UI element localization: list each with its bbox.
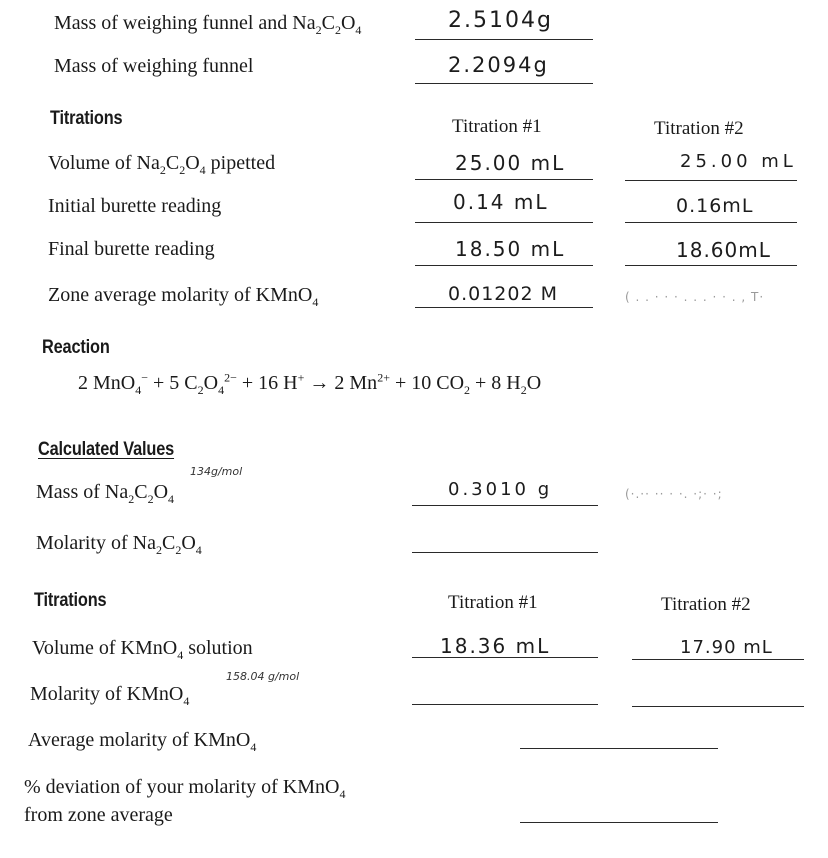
line-molarity-oxalate xyxy=(412,552,598,553)
label-mass-funnel: Mass of weighing funnel xyxy=(54,55,254,77)
value-zone-average-molarity: 0.01202 M xyxy=(448,283,559,305)
line-volume-permanganate-1 xyxy=(412,657,598,658)
label-mass-funnel-and-oxalate: Mass of weighing funnel and $Na_2C_2O_4$ xyxy=(54,12,362,37)
line-final-burette-1 xyxy=(415,265,593,266)
line-average-molarity xyxy=(520,748,718,749)
smudged-text-2: (·.·· ·· · ·. ·;· ·; xyxy=(625,487,723,501)
col-titration-2: Titration #2 xyxy=(654,118,744,139)
line-volume-oxalate-2 xyxy=(625,180,797,181)
heading-reaction: Reaction xyxy=(42,337,110,358)
label-molarity-permanganate: Molarity of KMnO$_4$ xyxy=(30,683,190,708)
value-volume-oxalate-2: 25.00 mL xyxy=(680,151,797,172)
label-final-burette: Final burette reading xyxy=(48,238,215,260)
heading-calculated-values: Calculated Values xyxy=(38,439,175,460)
line-molarity-permanganate-2 xyxy=(632,706,804,707)
label-volume-oxalate: Volume of $Na_2C_2O_4$ pipetted xyxy=(48,152,276,177)
label-average-molarity: Average molarity of KMnO$_4$ xyxy=(28,729,257,754)
col2-titration-2: Titration #2 xyxy=(661,594,751,615)
line-mass-funnel xyxy=(415,83,593,84)
smudged-text-1: ( . . · · · . . . · · . , T· xyxy=(625,290,765,304)
heading-titrations-1: Titrations xyxy=(50,108,123,129)
label-volume-permanganate: Volume of KMnO$_4$ solution xyxy=(32,637,253,662)
label-percent-deviation: % deviation of your molarity of KMnO$_4$ from zone average xyxy=(24,776,346,826)
value-volume-permanganate-2: 17.90 mL xyxy=(680,637,773,658)
label-mass-oxalate: Mass of $Na_2C_2O_4$ xyxy=(36,481,175,506)
value-mass-oxalate: 0.3010 g xyxy=(448,479,553,500)
value-mass-funnel: 2.2094g xyxy=(448,53,549,77)
line-molarity-permanganate-1 xyxy=(412,704,598,705)
line-volume-oxalate-1 xyxy=(415,179,593,180)
col-titration-1: Titration #1 xyxy=(452,116,542,137)
note-molar-mass-oxalate: 134g/mol xyxy=(190,465,243,478)
heading-titrations-2: Titrations xyxy=(34,590,107,611)
label-initial-burette: Initial burette reading xyxy=(48,195,222,217)
line-zone-average-molarity xyxy=(415,307,593,308)
value-initial-burette-1: 0.14 mL xyxy=(453,190,549,214)
value-final-burette-2: 18.60mL xyxy=(676,238,771,262)
line-percent-deviation xyxy=(520,822,718,823)
line-mass-oxalate xyxy=(412,505,598,506)
value-initial-burette-2: 0.16mL xyxy=(676,195,754,217)
label-zone-average-molarity: Zone average molarity of KMnO$_4$ xyxy=(48,284,319,309)
value-volume-permanganate-1: 18.36 mL xyxy=(440,634,551,658)
col2-titration-1: Titration #1 xyxy=(448,592,538,613)
line-final-burette-2 xyxy=(625,265,797,266)
value-mass-funnel-and-oxalate: 2.5104g xyxy=(448,8,553,33)
note-molar-mass-permanganate: 158.04 g/mol xyxy=(226,670,300,683)
value-final-burette-1: 18.50 mL xyxy=(455,237,566,261)
value-volume-oxalate-1: 25.00 mL xyxy=(455,151,566,175)
label-molarity-oxalate: Molarity of $Na_2C_2O_4$ xyxy=(36,532,202,557)
line-volume-permanganate-2 xyxy=(632,659,804,660)
reaction-equation: 2 MnO$_4$− + 5 $C_2O_4^{2-} + 16$ H+ → 2 $Mn^{2+} + 10$ $CO_2 + 8$ $H_2O$ xyxy=(78,370,542,397)
line-initial-burette-1 xyxy=(415,222,593,223)
line-mass-funnel-and-oxalate xyxy=(415,39,593,40)
line-initial-burette-2 xyxy=(625,222,797,223)
